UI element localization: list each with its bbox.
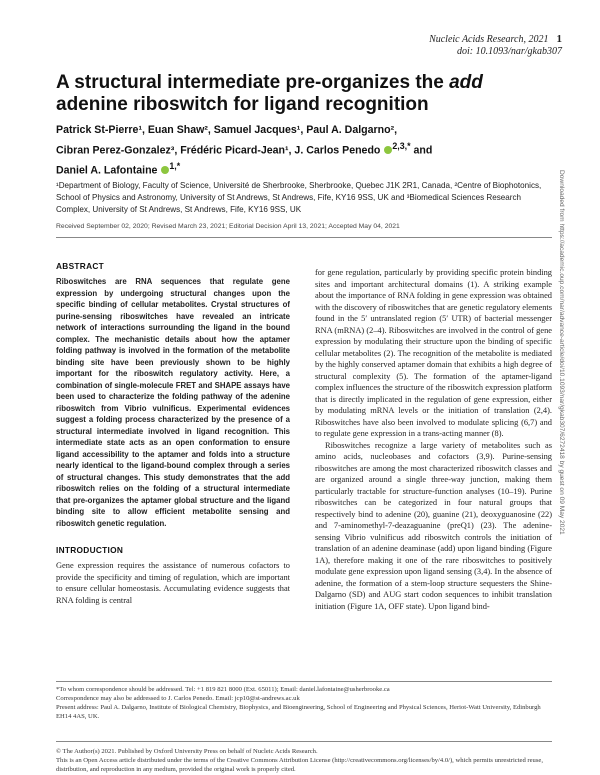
- page-number: 1: [556, 33, 562, 45]
- doi: doi: 10.1093/nar/gkab307: [457, 46, 562, 57]
- lafontaine-affil: 1,*: [169, 160, 181, 171]
- footnote-1: *To whom correspondence should be addressed. Tel: +1 819 821 8000 (Ext. 65011); Email: daniel.lafontaine@usherbrooke.ca: [56, 686, 390, 693]
- affiliations: ¹Department of Biology, Faculty of Science, Université de Sherbrooke, Sherbrooke, Quebec J1K 2R1, Canada, ²Centre of Biophotonics, School of Physics and Astronomy, University of St Andrews, St Andrews, Fife, KY16 9SS, UK and ³Biomedical Sciences Research Complex, University of St Andrews, St Andrews, Fife, KY16 9SS, UK: [56, 181, 542, 214]
- copyright-line-2: This is an Open Access article distributed under the terms of the Creative Commons Attribution License (http://creativecommons.org/licenses/by/4.0/), which permits unrestricted reuse, distribution, and reproduction in any medium, provided the original work is properly cited.: [56, 757, 543, 773]
- footnote-3: Present address: Paul A. Dalgarno, Institute of Biological Chemistry, Biophysics, and Bioengineering, School of Engineering and Physical Sciences, Heriot-Watt University, Edinburgh EH14 4AS, UK.: [56, 704, 541, 720]
- author-lafontaine: Daniel A. Lafontaine: [56, 164, 158, 177]
- copyright-divider: [56, 741, 552, 742]
- copyright-line-1: © The Author(s) 2021. Published by Oxford University Press on behalf of Nucleic Acids Research.: [56, 748, 318, 755]
- right-column: [315, 253, 552, 612]
- intro-heading: INTRODUCTION: [56, 545, 124, 555]
- journal-name: Nucleic Acids Research, 2021: [429, 34, 549, 45]
- title-part-2: adenine riboswitch for ligand recognition: [56, 94, 429, 115]
- copyright: [56, 747, 552, 774]
- left-column: [56, 253, 290, 606]
- intro-left-text: Gene expression requires the assistance of numerous cofactors to provide the specificity and timing of regulation, which are important to ensure cellular homeostasis. Accumulating evidence suggests that RNA folding is central: [56, 561, 290, 605]
- authors-line-1: Patrick St-Pierre¹, Euan Shaw², Samuel Jacques¹, Paul A. Dalgarno²,: [56, 124, 398, 136]
- authors-line-3: [56, 159, 526, 179]
- received-dates: Received September 02, 2020; Revised March 23, 2021; Editorial Decision April 13, 2021; Accepted May 04, 2021: [56, 223, 400, 230]
- intro-right-text-1: for gene regulation, particularly by providing specific protein binding sites and important architectural domains (1). A striking example about the importance of RNA folding in gene expression was obtained with the discovery of riboswitches that are genetic regulatory elements found in the 5′ untranslated region (5′ UTR) of bacterial messenger RNA (mRNA) (2–4). Riboswitches are involved in the control of gene expression by modulating their structure upon the binding of specific cellular metabolites (2). The recognition of the metabolite is mediated by the highly conserved aptamer domain that exhibits a high degree of structural complexity (5). The formation of the aptamer-ligand complex influences the structure of the riboswitch expression platform that is directly implicated in the regulation of gene expression, either by modulating mRNA levels or the initiation of translation (2,4). Riboswitches have also been involved to modulate splicing (6,7) and to regulate gene expression in a trans-acting manner (8).: [315, 268, 552, 438]
- author-list: [56, 123, 526, 179]
- divider: [56, 237, 552, 238]
- abstract-text: Riboswitches are RNA sequences that regulate gene expression by undergoing structural changes upon the specific binding of cellular metabolites. Crystal structures of purine-sensing riboswitches have revealed an intricate network of interactions surrounding the ligand in the bound complex. The mechanistic details about how the aptamer folding pathway is involved in the formation of the metabolite binding site have been previously shown to be highly important for the riboswitch regulatory activity. Here, a combination of single-molecule FRET and SHAPE assays have been used to characterize the folding pathway of the adenine riboswitch from Vibrio vulnificus. Experimental evidences suggest a folding process characterized by the presence of a structural intermediate involved in ligand recognition. This intermediate state acts as an open conformation to ensure ligand accessibility to the aptamer and folds into a structure nearly identical to the ligand-bound complex through a series of structural changes. This study demonstrates that the add riboswitch relies on the folding of a structural intermediate that pre-organizes the aptamer global structure and the ligand binding site to allow efficient metabolite sensing and riboswitch genetic regulation.: [56, 277, 290, 528]
- article-title: [56, 72, 536, 116]
- journal-header: [429, 33, 562, 58]
- authors-line-2: [56, 139, 526, 159]
- download-sidebar[interactable]: Downloaded from https://academic.oup.com/nar/advance-article/doi/10.1093/nar/gkab307/6272418 by guest on 09 May 2021: [558, 170, 565, 535]
- footnote-2: Correspondence may also be addressed to J. Carlos Penedo. Email: jcp10@st-andrews.ac.uk: [56, 695, 300, 702]
- abstract-heading: ABSTRACT: [56, 261, 105, 271]
- title-part-1: A structural intermediate pre-organizes the: [56, 72, 450, 93]
- intro-right-text-2: Riboswitches recognize a large variety of metabolites such as amino acids, nucleobases and cofactors (3,9). Purine-sensing riboswitches are among the most characterized riboswitch classes and are organized around a single three-way junction, making them particularly tractable for structure-function analyses (10–19). Purine riboswitches can be categorized in four natural groups that respectively bind to adenine (20), guanine (21), deoxyguanosine (22) and 7-aminomethyl-7-deazaguanine (preQ1) (23). The adenine-sensing Vibrio vulnificus add riboswitch controls the initiation of translation of an adenine deaminase (add) upon ligand binding (Figure 1A), therefore making it one of the rare riboswitches to positively modulate gene expression upon ligand sensing (3,4). In the absence of adenine, the formation of a stem-loop structure sequesters the Shine-Dalgarno (SD) and AUG start codon sequences to inhibit translation initiation (Figure 1A, OFF state). Upon ligand bind-: [315, 440, 552, 611]
- footnote-divider: [56, 681, 552, 682]
- title-italic: add: [449, 72, 483, 93]
- penedo-affil: 2,3,*: [392, 140, 411, 151]
- authors-line-2-text: Cibran Perez-Gonzalez³, Frédéric Picard-Jean¹, J. Carlos Penedo: [56, 144, 381, 157]
- authors-and: and: [413, 144, 433, 157]
- footnotes: [56, 685, 552, 721]
